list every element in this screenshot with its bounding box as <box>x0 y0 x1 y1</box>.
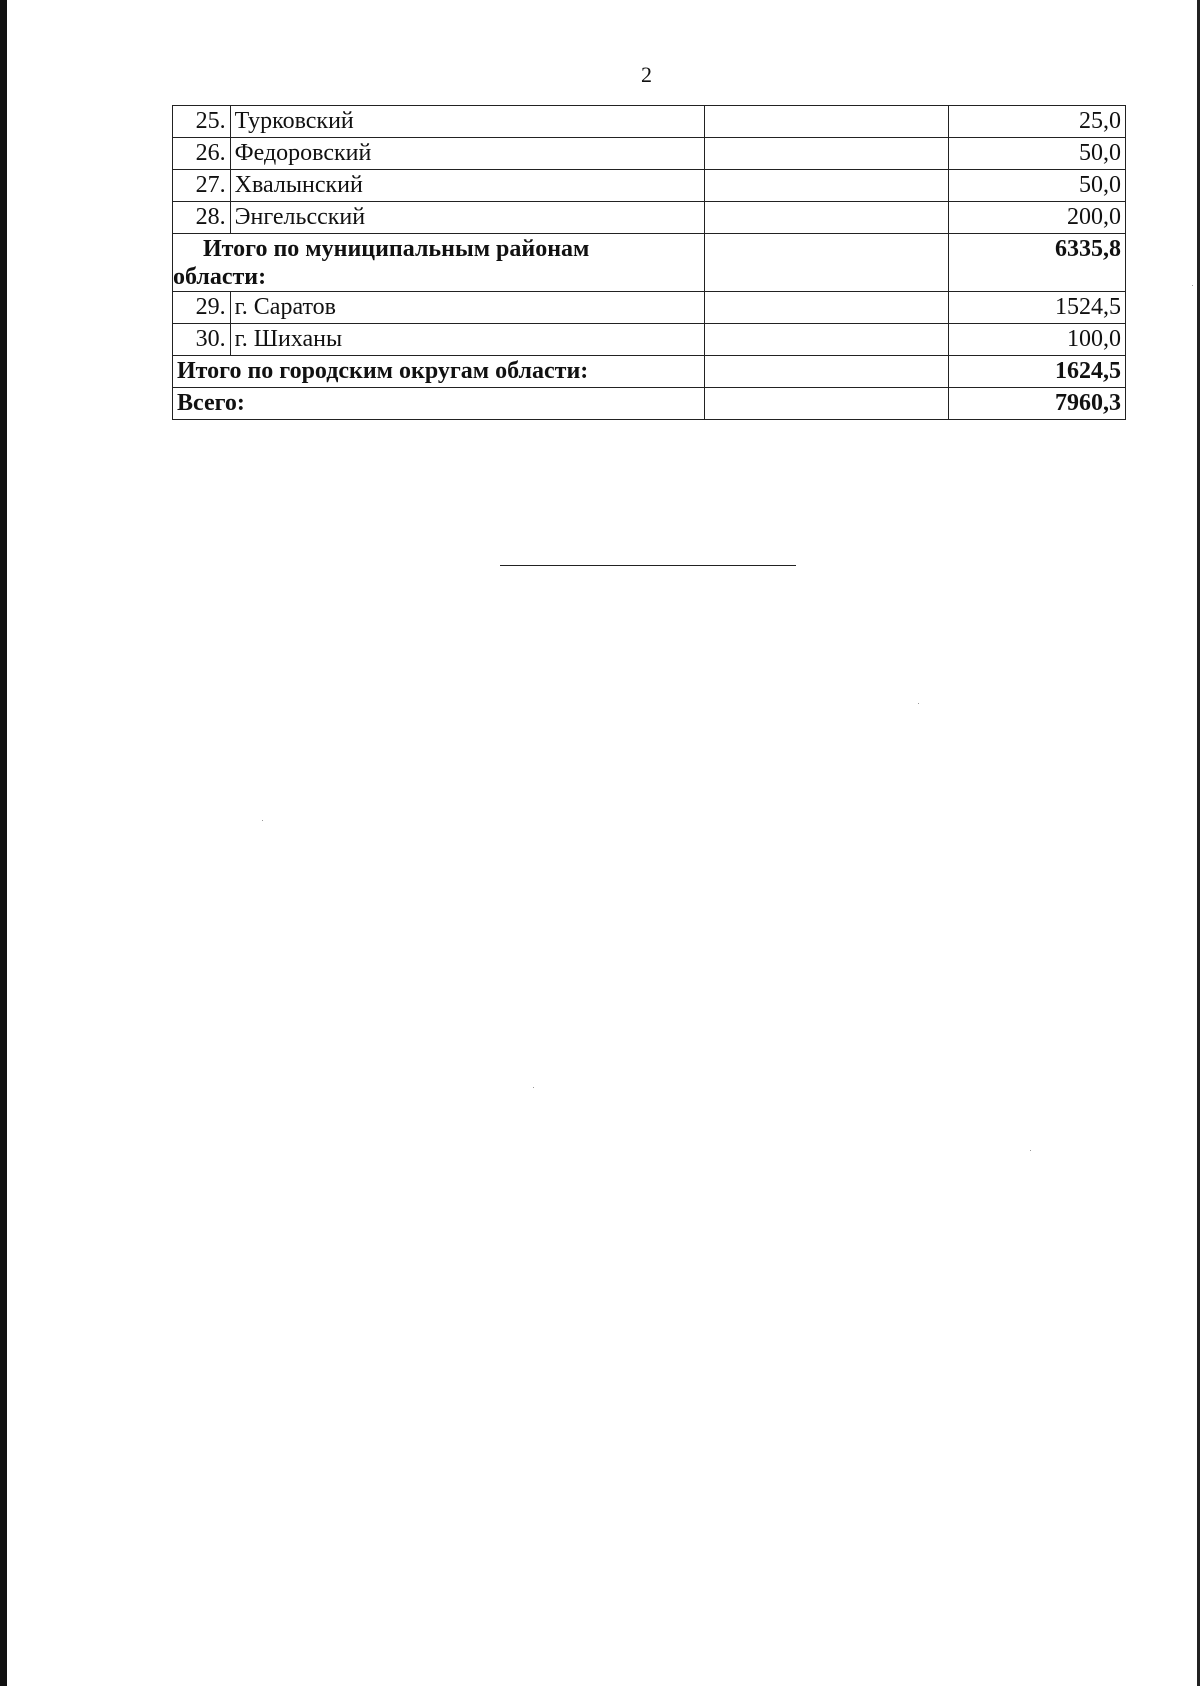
empty-cell <box>705 356 949 388</box>
subtotal-districts-label-line1: Итого по муниципальным районам <box>203 236 590 262</box>
row-number: 28. <box>173 202 231 234</box>
district-name: Энгельсский <box>230 202 704 234</box>
subtotal-districts-label <box>173 234 705 292</box>
table-row <box>173 170 1126 202</box>
allocation-table <box>172 105 1126 420</box>
city-name: г. Саратов <box>230 292 704 324</box>
grand-total-value: 7960,3 <box>948 388 1125 420</box>
empty-cell <box>705 324 949 356</box>
row-number: 27. <box>173 170 231 202</box>
grand-total-label: Всего: <box>173 388 705 420</box>
scan-speck <box>262 820 263 821</box>
empty-cell <box>705 106 949 138</box>
row-number: 26. <box>173 138 231 170</box>
scan-speck <box>1192 285 1193 286</box>
table-row <box>173 138 1126 170</box>
scan-speck <box>918 703 919 704</box>
amount-value: 25,0 <box>948 106 1125 138</box>
empty-cell <box>705 388 949 420</box>
table-row <box>173 324 1126 356</box>
subtotal-districts-value: 6335,8 <box>948 234 1125 292</box>
grand-total-row <box>173 388 1126 420</box>
row-number: 29. <box>173 292 231 324</box>
subtotal-cities-value: 1624,5 <box>948 356 1125 388</box>
amount-value: 1524,5 <box>948 292 1125 324</box>
amount-value: 50,0 <box>948 138 1125 170</box>
separator-line <box>500 565 796 566</box>
empty-cell <box>705 292 949 324</box>
scan-speck <box>1030 1150 1031 1151</box>
district-name: Хвалынский <box>230 170 704 202</box>
empty-cell <box>705 234 949 292</box>
amount-value: 100,0 <box>948 324 1125 356</box>
subtotal-cities-label: Итого по городским округам области: <box>173 356 705 388</box>
subtotal-districts-label-line2: области: <box>173 264 267 290</box>
page-number: 2 <box>641 62 652 87</box>
subtotal-cities-row <box>173 356 1126 388</box>
scan-edge-left <box>0 0 7 1686</box>
row-number: 30. <box>173 324 231 356</box>
city-name: г. Шиханы <box>230 324 704 356</box>
amount-value: 50,0 <box>948 170 1125 202</box>
empty-cell <box>705 202 949 234</box>
table-row <box>173 202 1126 234</box>
table-row <box>173 106 1126 138</box>
scan-speck <box>533 1087 534 1088</box>
table-row <box>173 292 1126 324</box>
subtotal-districts-row <box>173 234 1126 292</box>
amount-value: 200,0 <box>948 202 1125 234</box>
district-name: Федоровский <box>230 138 704 170</box>
empty-cell <box>705 170 949 202</box>
row-number: 25. <box>173 106 231 138</box>
empty-cell <box>705 138 949 170</box>
district-name: Турковский <box>230 106 704 138</box>
